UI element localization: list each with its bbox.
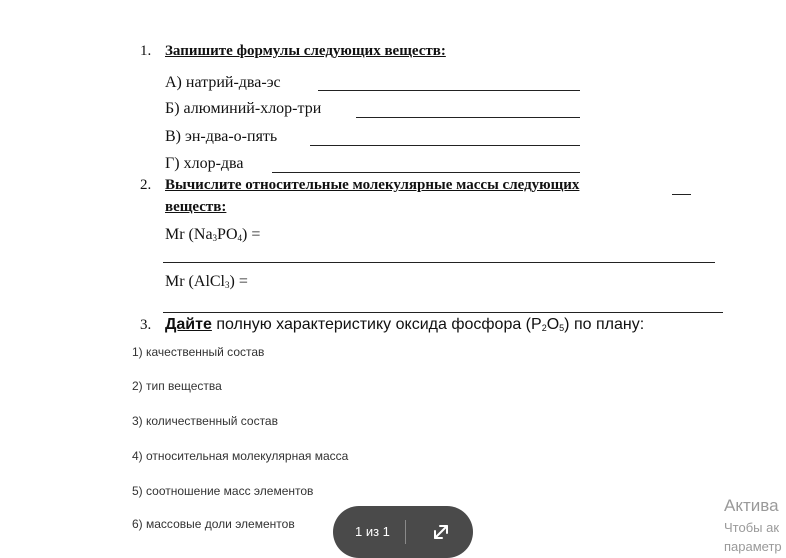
q1-title: Запишите формулы следующих веществ: bbox=[165, 43, 446, 59]
activation-watermark-title: Актива bbox=[724, 496, 779, 515]
expand-icon[interactable] bbox=[427, 518, 455, 546]
mr-na3po4-label: Mr $(Na_3PO_4)$ = bbox=[165, 226, 261, 243]
q2-title-underline-tail bbox=[672, 194, 691, 195]
mr-alcl3-label: Mr (AlCl$_3$) = bbox=[165, 273, 248, 290]
q1-item-d: Г) хлор-два bbox=[165, 155, 244, 172]
page-navigation-pill bbox=[333, 506, 473, 558]
plan-item-6: 6) массовые доли элементов bbox=[132, 517, 295, 531]
activation-watermark-line3: параметр bbox=[724, 539, 782, 554]
q1-number: 1. bbox=[140, 43, 152, 59]
q2-number: 2. bbox=[140, 177, 152, 193]
answer-line-a bbox=[318, 90, 580, 91]
q1-item-a: А) натрий-два-эс bbox=[165, 74, 281, 91]
answer-line-d bbox=[272, 172, 580, 173]
answer-line-b bbox=[356, 117, 580, 118]
plan-item-5: 5) соотношение масс элементов bbox=[132, 484, 314, 498]
q2-title-line1: Вычислите относительные молекулярные массы следующих bbox=[165, 177, 580, 193]
q1-item-c: В) эн-два-о-пять bbox=[165, 128, 278, 145]
plan-item-3: 3) количественный состав bbox=[132, 414, 278, 428]
answer-line-mr1 bbox=[163, 262, 715, 263]
activation-watermark-line2: Чтобы ак bbox=[724, 520, 780, 535]
q2-title-line2: веществ: bbox=[165, 199, 227, 215]
plan-item-2: 2) тип вещества bbox=[132, 379, 222, 393]
answer-line-mr2 bbox=[163, 312, 723, 313]
plan-item-4: 4) относительная молекулярная масса bbox=[132, 449, 349, 463]
q1-item-b: Б) алюминий-хлор-три bbox=[165, 100, 322, 117]
q3-number: 3. bbox=[140, 317, 152, 333]
plan-item-1: 1) качественный состав bbox=[132, 345, 265, 359]
page-indicator: 1 из 1 bbox=[355, 524, 390, 539]
q3-title: Дайте полную характеристику оксида фосфора $(P_2O_5)$ по плану: bbox=[165, 316, 645, 333]
answer-line-c bbox=[310, 145, 580, 146]
pager-divider bbox=[405, 520, 406, 544]
